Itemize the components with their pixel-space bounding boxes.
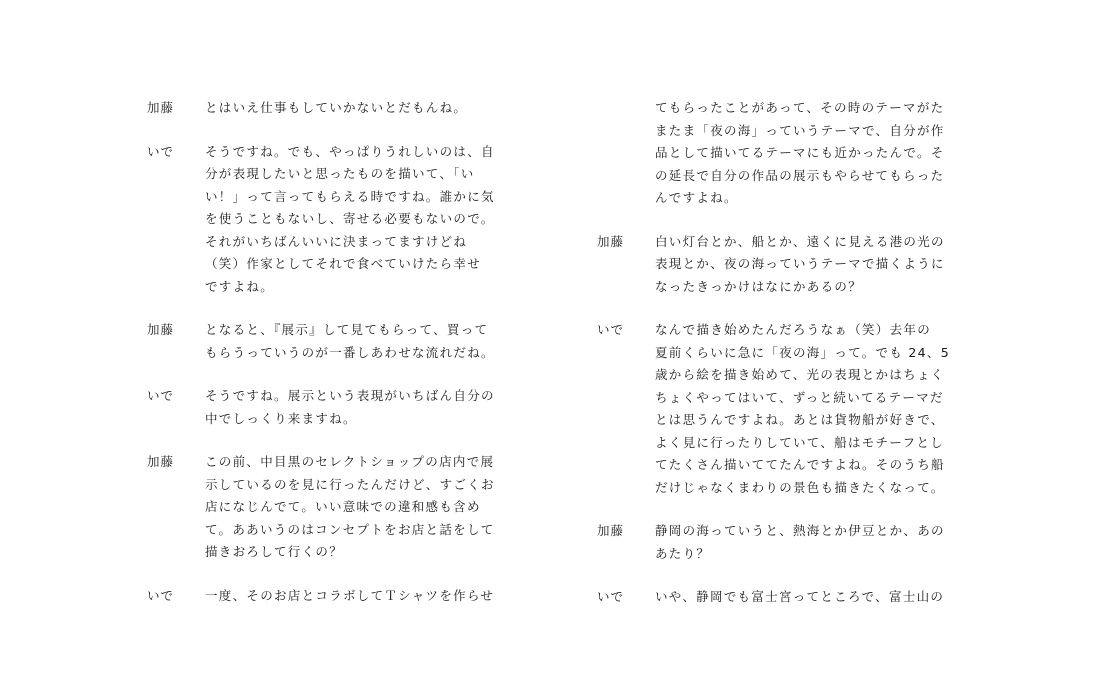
speech-line: 中でしっくり来ますね。	[205, 410, 357, 426]
dialogue-entry	[597, 319, 957, 499]
speech-line: 歳から絵を描き始めて、光の表現とかはちょく	[655, 367, 945, 382]
speaker-name: いで	[597, 322, 625, 337]
speaker-name: いで	[147, 143, 175, 159]
speaker-name: 加藤	[147, 454, 175, 469]
dialogue-entry	[597, 520, 957, 565]
speech-line: そうですね。でも、やっぱりうれしいのは、自	[205, 143, 495, 159]
speech-line: とは思うんですよね。あとは貨物船が好きで、	[655, 412, 945, 427]
speaker-name: 加藤	[147, 322, 175, 337]
dialogue-entry	[147, 319, 507, 364]
speech-line: となると、『展示』して見てもらって、買って	[205, 322, 489, 337]
speech-line: 描きおろして行くの？	[205, 544, 344, 559]
speech-line: 品として描いてるテーマにも近かったんで。そ	[655, 145, 945, 160]
speaker-name: 加藤	[597, 233, 625, 249]
speech-text	[205, 319, 505, 364]
right-column	[597, 97, 957, 630]
speech-text	[205, 451, 505, 564]
speaker-name: 加藤	[147, 100, 175, 115]
speech-text	[655, 586, 955, 609]
speech-text	[655, 319, 955, 499]
left-column	[147, 97, 507, 628]
speaker-name: いで	[597, 589, 625, 604]
speech-line: （笑）作家としてそれで食べていけたら幸せ	[205, 256, 482, 271]
speech-line: 分が表現したいと思ったものを描いて、「い	[205, 166, 475, 181]
speech-line: もらうっていうのが一番しあわせな流れだね。	[205, 344, 495, 360]
speech-text	[205, 585, 505, 608]
speech-line: 店になじんでて。いい意味での違和感も含め	[205, 499, 481, 514]
speech-line: この前、中目黒のセレクトショップの店内で展	[205, 454, 495, 469]
speech-line: 一度、そのお店とコラボしてＴシャツを作らせ	[205, 587, 495, 603]
speech-line: 夏前くらいに急に「夜の海」って。でも 24、5	[655, 344, 950, 360]
speech-line: 示しているのを見に行ったんだけど、すごくお	[205, 476, 495, 492]
speaker-name	[597, 97, 655, 210]
speech-line: んですよね。	[655, 190, 738, 205]
dialogue-entry	[147, 97, 507, 120]
speech-text	[655, 231, 955, 299]
speech-line: とはいえ仕事もしていかないとだもんね。	[205, 100, 468, 115]
speech-line: またま「夜の海」っていうテーマで、自分が作	[655, 122, 945, 138]
dialogue-entry	[597, 231, 957, 299]
speech-line: 表現とか、夜の海っていうテーマで描くように	[655, 256, 945, 271]
speech-text	[205, 97, 505, 120]
speech-line: て。ああいうのはコンセプトをお店と話をして	[205, 521, 495, 537]
dialogue-entry	[147, 385, 507, 430]
speech-line: そうですね。展示という表現がいちばん自分の	[205, 388, 495, 403]
speaker-name: いで	[147, 587, 175, 603]
speech-line: 白い灯台とか、船とか、遠くに見える港の光の	[655, 233, 945, 249]
speaker-name: いで	[147, 388, 175, 403]
speech-line: ちょくやってはいて、ずっと続いてるテーマだ	[655, 389, 944, 405]
speech-line: だけじゃなくまわりの景色も描きたくなって。	[655, 479, 945, 495]
speech-line: 静岡の海っていうと、熱海とか伊豆とか、あの	[655, 523, 945, 538]
speech-line: てもらったことがあって、その時のテーマがた	[655, 100, 945, 115]
speech-line: それがいちばんいいに決まってますけどね	[205, 233, 468, 249]
speech-text	[655, 97, 955, 210]
speech-line: なったきっかけはなにかあるの？	[655, 278, 863, 294]
speech-line: の延長で自分の作品の展示もやらせてもらった	[655, 167, 945, 183]
speech-line: てたくさん描いててたんですよね。そのうち船	[655, 457, 945, 472]
dialogue-entry	[147, 451, 507, 564]
speech-text	[205, 141, 505, 299]
speech-line: を使うこともないし、寄せる必要もないので。	[205, 211, 495, 226]
speaker-name: 加藤	[597, 523, 625, 538]
speech-line: ですよね。	[205, 278, 275, 294]
speech-line: いや、静岡でも富士宮ってところで、富士山の	[655, 589, 945, 604]
dialogue-entry	[597, 97, 957, 210]
speech-text	[205, 385, 505, 430]
speech-text	[655, 520, 955, 565]
dialogue-entry	[147, 585, 507, 608]
speech-line: あたり？	[655, 545, 711, 561]
speech-line: よく見に行ったりしていて、船はモチーフとし	[655, 434, 944, 450]
dialogue-entry	[147, 141, 507, 299]
speech-line: い！」って言ってもらえる時ですね。誰かに気	[205, 188, 495, 204]
speech-line: なんで描き始めたんだろうなぁ（笑）去年の	[655, 322, 932, 337]
dialogue-entry	[597, 586, 957, 609]
